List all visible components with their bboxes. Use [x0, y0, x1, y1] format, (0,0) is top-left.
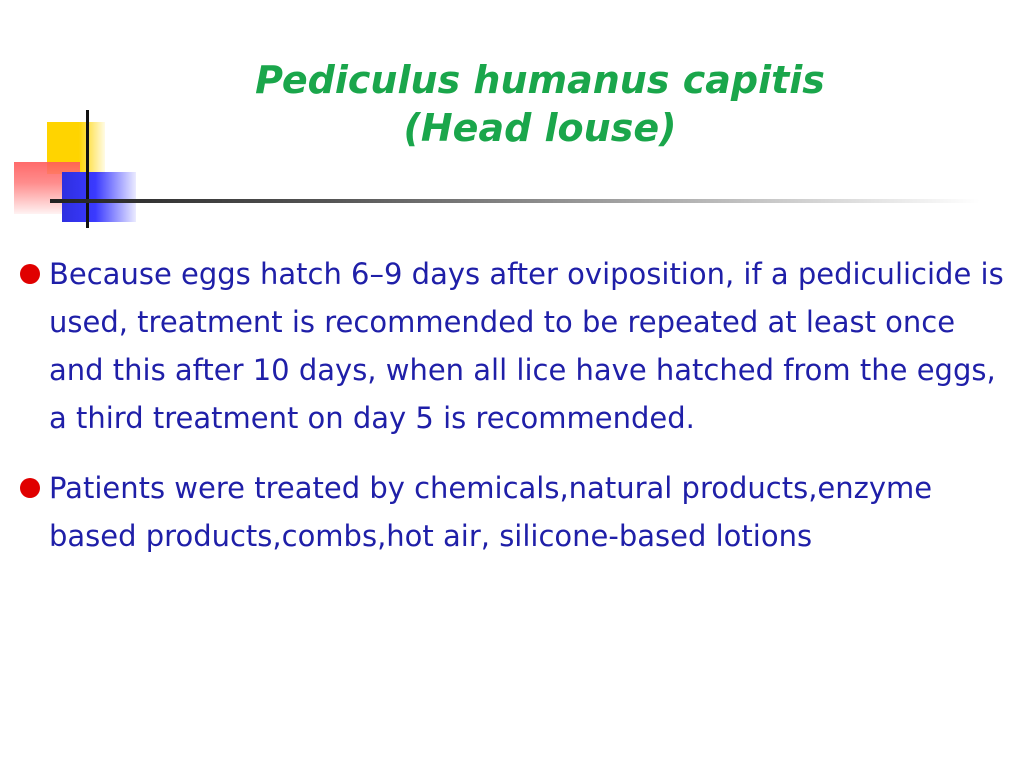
slide-title-line-1: Pediculus humanus capitis — [255, 58, 825, 102]
slide-title-line-2: (Head louse) — [403, 106, 677, 150]
bullet-item — [16, 250, 1006, 442]
bullet-list — [16, 250, 1006, 582]
bullet-text: Because eggs hatch 6–9 days after oviposition, if a pediculicide is used, treatment is recommended to be repeated at least once and this after 10 days, when all lice have hatched from the eggs, a third treatment on day 5 is recommended. — [49, 257, 1004, 435]
slide-title — [200, 56, 880, 152]
bullet-item — [16, 464, 1006, 560]
decorative-vertical-line — [86, 110, 89, 228]
decorative-blue-square — [62, 172, 136, 222]
red-bullet-icon — [20, 264, 40, 284]
red-bullet-icon — [20, 478, 40, 498]
bullet-text: Patients were treated by chemicals,natural products,enzyme based products,combs,hot air, silicone-based lotions — [49, 471, 933, 553]
title-divider-line — [50, 199, 980, 203]
